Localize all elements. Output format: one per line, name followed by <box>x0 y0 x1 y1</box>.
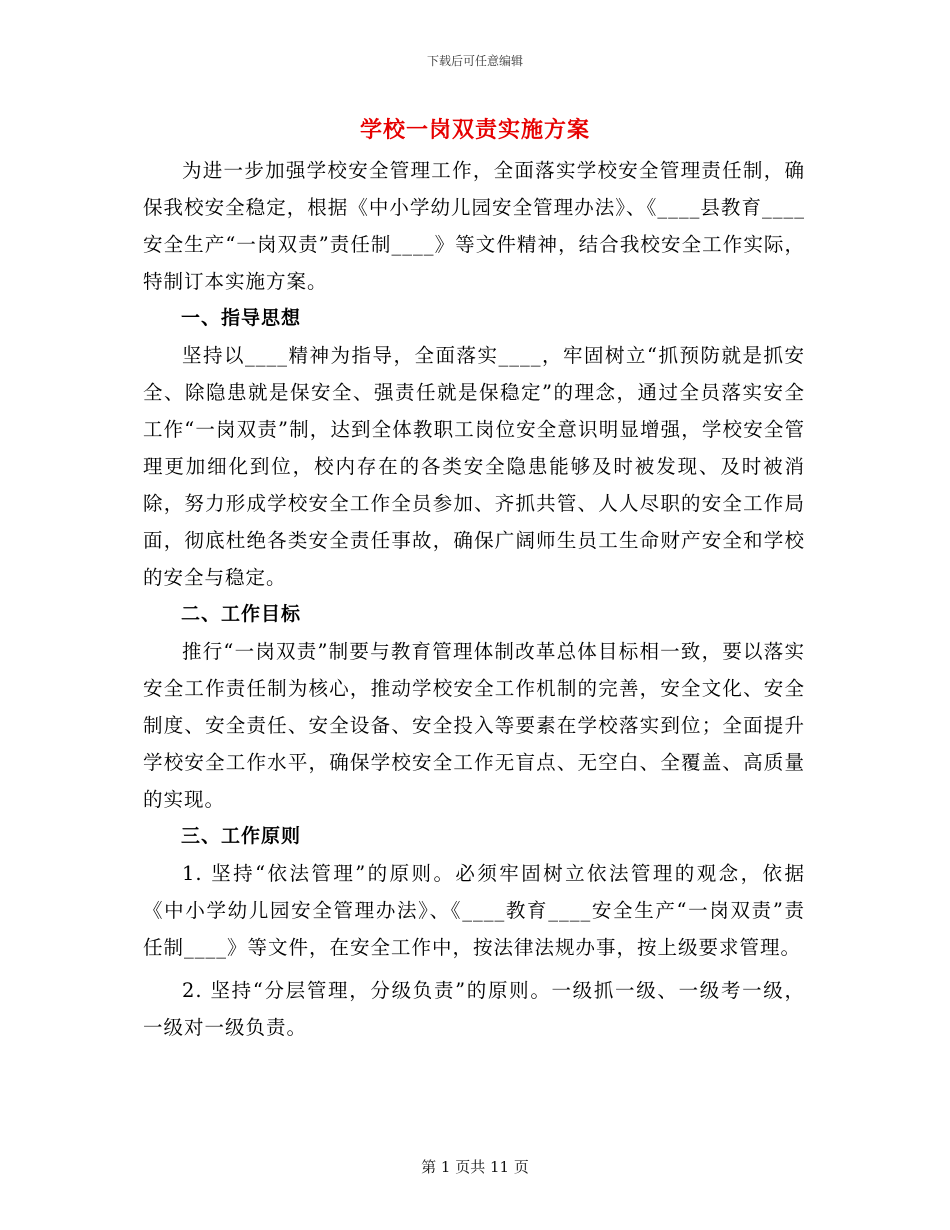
page-footer: 第 1 页共 11 页 <box>421 1158 529 1176</box>
work-goals-paragraph: 推行“一岗双责”制要与教育管理体制改革总体目标相一致，要以落实安全工作责任制为核心，推动学校安全工作机制的完善，安全文化、安全制度、安全责任、安全设备、安全投入等要素在学校落实到位；全面提升学校安全工作水平，确保学校安全工作无盲点、无空白、全覆盖、高质量的实现。 <box>143 640 805 811</box>
guiding-thought-paragraph: 坚持以____精神为指导，全面落实____，牢固树立“抓预防就是抓安全、除隐患就是保安全、强责任就是保稳定”的理念，通过全员落实安全工作“一岗双责”制，达到全体教职工岗位安全意识明显增强，学校安全管理更加细化到位，校内存在的各类安全隐患能够及时被发现、及时被消除，努力形成学校安全工作全员参加、齐抓共管、人人尽职的安全工作局面，彻底杜绝各类安全责任事故，确保广阔师生员工生命财产安全和学校的安全与稳定。 <box>143 344 805 589</box>
document-body <box>143 152 805 1046</box>
principle-2-paragraph: 2. 坚持“分层管理，分级负责”的原则。一级抓一级、一级考一级，一级对一级负责。 <box>143 979 805 1039</box>
section-heading-work-principles: 三、工作原则 <box>181 825 302 847</box>
section-heading-guiding-thought: 一、指导思想 <box>181 307 302 329</box>
section-heading-work-goals: 二、工作目标 <box>181 603 302 625</box>
intro-paragraph: 为进一步加强学校安全管理工作，全面落实学校安全管理责任制，确保我校安全稳定，根据《中小学幼儿园安全管理办法》、《____县教育____安全生产“一岗双责”责任制____》等文件精神，结合我校安全工作实际，特制订本实施方案。 <box>143 159 805 293</box>
page-header-note: 下载后可任意编辑 <box>426 54 523 68</box>
document-title: 学校一岗双责实施方案 <box>359 117 590 143</box>
principle-1-paragraph: 1. 坚持“依法管理”的原则。必须牢固树立依法管理的观念，依据《中小学幼儿园安全管理办法》、《____教育____安全生产“一岗双责”责任制____》等文件，在安全工作中，按法律法规办事，按上级要求管理。 <box>143 862 805 959</box>
